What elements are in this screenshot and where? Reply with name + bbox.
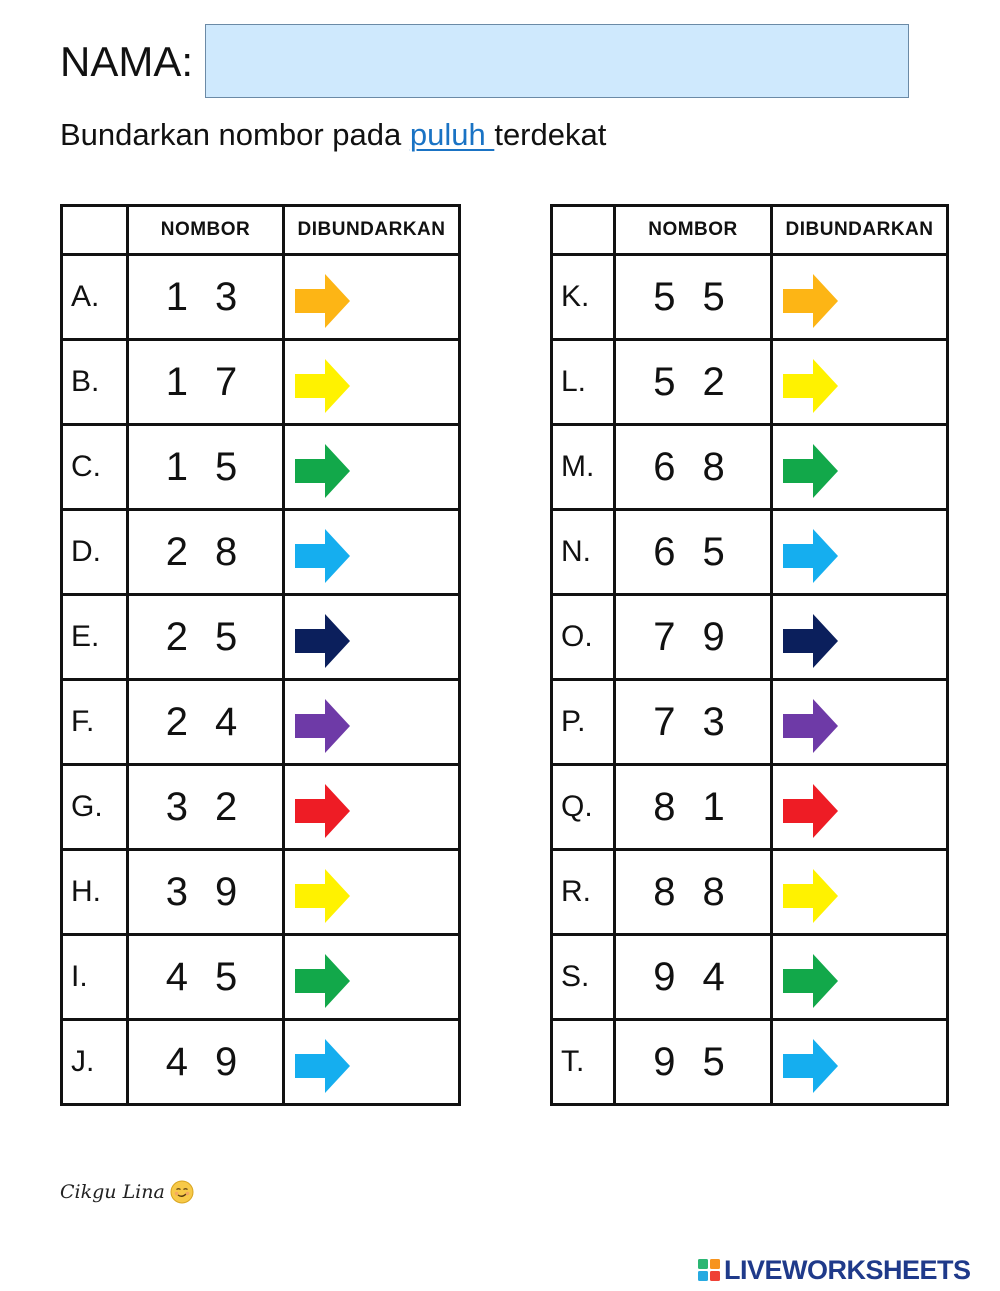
arrow-right-icon [783,443,839,499]
row-letter: J. [62,1020,128,1105]
table-row [552,765,948,850]
arrow-right-icon [783,868,839,924]
table-row [552,850,948,935]
table-row [552,1020,948,1105]
row-number: 5 5 [615,255,772,340]
rounded-answer-input[interactable] [359,357,453,411]
arrow-right-icon [783,613,839,669]
arrow-right-icon [295,953,351,1009]
row-letter: O. [552,595,615,680]
rounded-answer-input[interactable] [847,697,941,751]
row-letter: N. [552,510,615,595]
table-row [552,425,948,510]
row-number: 3 2 [128,765,284,850]
row-number: 1 3 [128,255,284,340]
left-worksheet-table [60,204,461,1106]
arrow-right-icon [783,783,839,839]
rounded-answer-input[interactable] [359,867,453,921]
row-letter: G. [62,765,128,850]
row-letter: F. [62,680,128,765]
answer-cell [772,680,948,765]
answer-cell [772,1020,948,1105]
row-letter: R. [552,850,615,935]
answer-cell [772,425,948,510]
row-letter: S. [552,935,615,1020]
arrow-right-icon [295,698,351,754]
arrow-right-icon [295,1038,351,1094]
answer-cell [284,680,460,765]
answer-cell [772,255,948,340]
row-number: 5 2 [615,340,772,425]
rounded-answer-input[interactable] [847,1037,941,1091]
table-row [62,850,460,935]
answer-cell [284,255,460,340]
answer-cell [284,850,460,935]
answer-cell [772,595,948,680]
arrow-right-icon [295,273,351,329]
answer-cell [772,765,948,850]
empty-header-cell [552,206,615,255]
answer-cell [772,935,948,1020]
arrow-right-icon [295,443,351,499]
arrow-right-icon [295,868,351,924]
table-row [62,425,460,510]
row-number: 2 8 [128,510,284,595]
answer-cell [284,765,460,850]
table-row [62,935,460,1020]
liveworksheets-brand [697,1254,971,1286]
row-letter: H. [62,850,128,935]
rounded-answer-input[interactable] [847,952,941,1006]
rounded-answer-input[interactable] [847,357,941,411]
arrow-right-icon [783,358,839,414]
answer-cell [284,595,460,680]
row-number: 7 3 [615,680,772,765]
row-number: 2 4 [128,680,284,765]
table-row [552,510,948,595]
name-label: NAMA: [60,38,194,85]
row-number: 9 5 [615,1020,772,1105]
instruction-suffix: terdekat [494,117,607,152]
row-letter: E. [62,595,128,680]
row-letter: K. [552,255,615,340]
table-row [552,595,948,680]
table-row [62,765,460,850]
row-letter: L. [552,340,615,425]
rounded-answer-input[interactable] [359,952,453,1006]
empty-header-cell [62,206,128,255]
arrow-right-icon [783,273,839,329]
row-letter: M. [552,425,615,510]
rounded-answer-input[interactable] [847,272,941,326]
arrow-right-icon [783,953,839,1009]
table-row [62,340,460,425]
row-letter: A. [62,255,128,340]
instruction-text [60,117,606,153]
table-row [552,255,948,340]
arrow-right-icon [783,528,839,584]
answer-cell [284,935,460,1020]
smiling-face-icon [170,1180,194,1204]
row-number: 6 5 [615,510,772,595]
rounded-answer-input[interactable] [359,442,453,496]
dibundarkan-header: DIBUNDARKAN [772,206,948,255]
nombor-header: NOMBOR [615,206,772,255]
table-row [62,595,460,680]
arrow-right-icon [783,698,839,754]
answer-cell [284,340,460,425]
arrow-right-icon [295,528,351,584]
row-number: 1 7 [128,340,284,425]
table-row [552,680,948,765]
instruction-prefix: Bundarkan nombor pada [60,117,410,152]
row-number: 8 8 [615,850,772,935]
row-number: 4 9 [128,1020,284,1105]
rounded-answer-input[interactable] [847,527,941,581]
row-number: 1 5 [128,425,284,510]
row-number: 6 8 [615,425,772,510]
rounded-answer-input[interactable] [847,867,941,921]
answer-cell [772,510,948,595]
table-row [552,340,948,425]
answer-cell [284,1020,460,1105]
row-number: 3 9 [128,850,284,935]
row-number: 4 5 [128,935,284,1020]
row-number: 2 5 [128,595,284,680]
rounded-answer-input[interactable] [847,782,941,836]
nombor-header: NOMBOR [128,206,284,255]
right-worksheet-table [550,204,949,1106]
row-number: 9 4 [615,935,772,1020]
row-letter: I. [62,935,128,1020]
table-row [62,1020,460,1105]
arrow-right-icon [295,613,351,669]
rounded-answer-input[interactable] [359,527,453,581]
rounded-answer-input[interactable] [847,442,941,496]
brand-name: LIVEWORKSHEETS [724,1254,971,1285]
instruction-keyword: puluh [409,117,495,152]
liveworksheets-logo-icon [697,1258,721,1282]
answer-cell [284,425,460,510]
name-input[interactable] [205,24,909,98]
answer-cell [772,340,948,425]
row-letter: B. [62,340,128,425]
rounded-answer-input[interactable] [359,782,453,836]
row-letter: Q. [552,765,615,850]
row-letter: T. [552,1020,615,1105]
row-number: 7 9 [615,595,772,680]
row-letter: P. [552,680,615,765]
rounded-answer-input[interactable] [359,612,453,666]
answer-cell [772,850,948,935]
table-row [62,255,460,340]
dibundarkan-header: DIBUNDARKAN [284,206,460,255]
table-row [62,510,460,595]
rounded-answer-input[interactable] [359,697,453,751]
arrow-right-icon [295,358,351,414]
rounded-answer-input[interactable] [847,612,941,666]
teacher-signature: Cikgu Lina [60,1181,165,1203]
rounded-answer-input[interactable] [359,272,453,326]
table-row [62,680,460,765]
row-letter: C. [62,425,128,510]
answer-cell [284,510,460,595]
table-row [552,935,948,1020]
arrow-right-icon [295,783,351,839]
rounded-answer-input[interactable] [359,1037,453,1091]
arrow-right-icon [783,1038,839,1094]
row-letter: D. [62,510,128,595]
row-number: 8 1 [615,765,772,850]
